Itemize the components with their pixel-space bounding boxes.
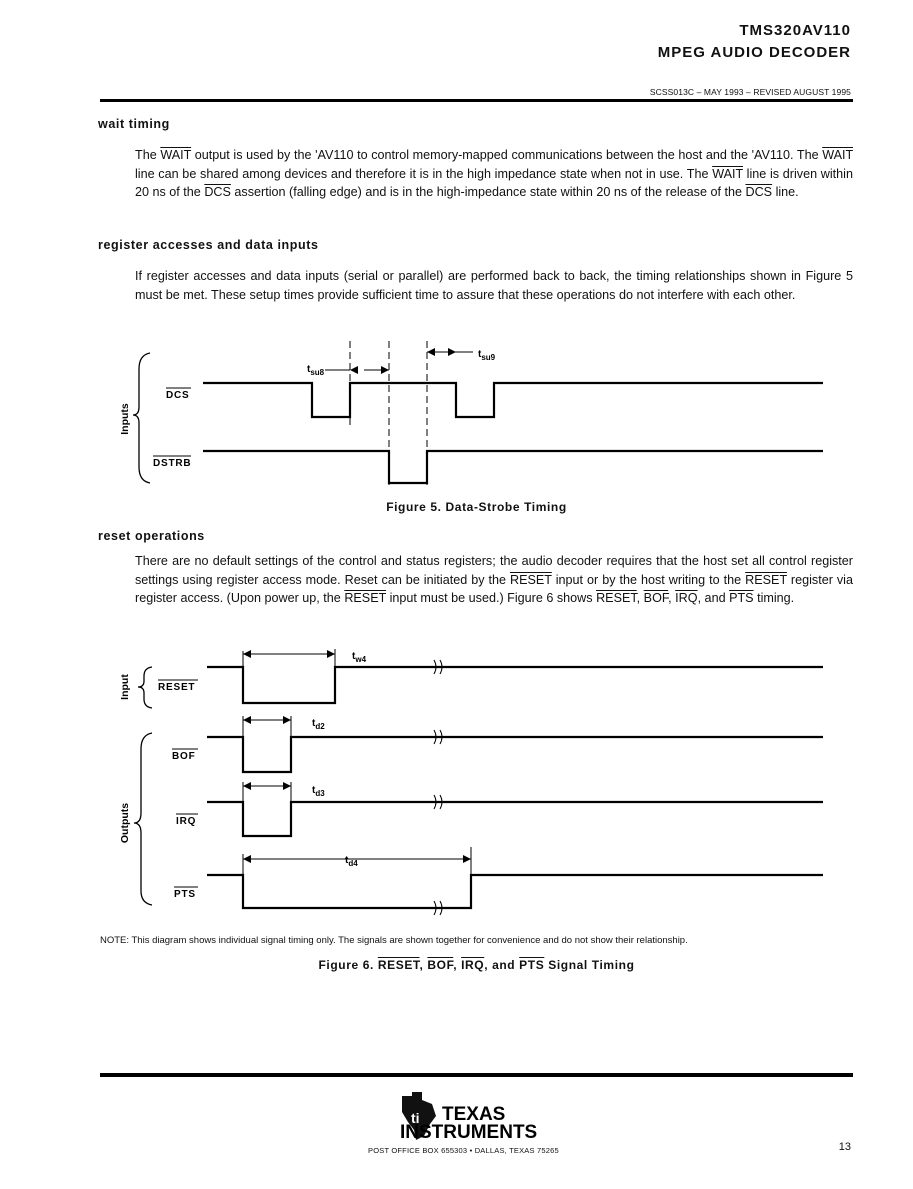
figure-5-caption: Figure 5. Data-Strobe Timing: [386, 500, 567, 514]
ti-logo: [398, 1090, 558, 1147]
doc-id: SCSS013C – MAY 1993 – REVISED AUGUST 1995: [649, 87, 851, 97]
tsu9-right-arrowhead: [448, 348, 456, 356]
part-number: TMS320AV110: [739, 22, 851, 39]
td2-label: $t_{d2}$: [312, 718, 325, 731]
td4-label: $t_{d4}$: [345, 855, 358, 868]
page-number: 13: [838, 1141, 851, 1153]
section-heading-reset-operations: reset operations: [98, 529, 205, 543]
header-rule: [100, 99, 853, 102]
paragraph-wait-timing: The WAIT output is used by the 'AV110 to control memory-mapped communications between the host and the 'AV110. The WAIT line can be shared among devices and therefore it is in the high impedance state when not in use. The WAIT line is driven within 20 ns of the $\overline{DCS}$ assertion (falling edge) and is in the high-impedance state within 20 ns of the release of the $\overline{DCS}$ line.: [135, 148, 853, 200]
tsu8-right-arrowhead: [381, 366, 389, 374]
tsu8-left-arrowhead: [350, 366, 358, 374]
inputs-brace: [133, 353, 150, 483]
reset-signal-label: RESET: [158, 682, 196, 693]
dstrb-signal-label: DSTRB: [153, 458, 192, 469]
inputs-group-label: Inputs: [119, 403, 131, 435]
pts-signal-label: PTS: [174, 889, 196, 900]
footer-address: POST OFFICE BOX 655303 • DALLAS, TEXAS 75265: [368, 1146, 559, 1155]
svg-text:TEXAS: TEXAS: [442, 1104, 506, 1125]
svg-text:ti: ti: [411, 1110, 420, 1126]
tsu9-left-arrowhead: [427, 348, 435, 356]
figure-6-note: NOTE: This diagram shows individual signal timing only. The signals are shown together for convenience and do not show their relationship.: [100, 935, 688, 946]
td2-left-arrowhead: [243, 716, 251, 724]
reset-waveform: [207, 667, 823, 703]
section-heading-register-accesses: register accesses and data inputs: [98, 238, 319, 252]
bof-waveform: [207, 737, 823, 772]
td4-left-arrowhead: [243, 855, 251, 863]
paragraph-reset-operations: There are no default settings of the control and status registers; the audio decoder requires that the host set all control register settings using register access mode. Reset can be initiated by the RESET input or by the host writing to the RESET register via register access. (Upon power up, the RESET input must be used.) Figure 6 shows RESET, $\overline{BOF}$, $\overline{IRQ}$, and $\overline{PTS}$ timing.: [135, 554, 853, 606]
figure-5-timing-diagram: [0, 335, 913, 495]
input-brace: [138, 667, 152, 708]
td3-label: $t_{d3}$: [312, 785, 325, 798]
ti-logo-mark-icon: [398, 1090, 558, 1142]
dstrb-waveform: [203, 451, 823, 483]
outputs-brace: [134, 733, 152, 905]
tw4-label: $t_{w4}$: [352, 651, 367, 664]
tsu8-label: $t_{su8}$: [307, 364, 325, 377]
footer-rule: [100, 1073, 853, 1077]
section-heading-wait-timing: wait timing: [98, 117, 170, 131]
outputs-group-label: Outputs: [119, 802, 131, 844]
bof-signal-label: BOF: [172, 751, 196, 762]
tw4-right-arrowhead: [327, 650, 335, 658]
td2-right-arrowhead: [283, 716, 291, 724]
figure-6-timing-diagram: [0, 635, 913, 920]
paragraph-register-accesses: If register accesses and data inputs (serial or parallel) are performed back to back, the timing relationships shown in Figure 5 must be met. These setup times provide sufficient time to assure that these operations do not interfere with each other.: [135, 269, 853, 302]
svg-text:INSTRUMENTS: INSTRUMENTS: [400, 1122, 538, 1142]
tw4-left-arrowhead: [243, 650, 251, 658]
dcs-waveform: [203, 383, 823, 417]
dcs-signal-label: DCS: [166, 390, 190, 401]
irq-signal-label: IRQ: [176, 816, 197, 827]
irq-waveform: [207, 802, 823, 836]
figure-6-caption: Figure 6. RESET, $\overline{BOF}$, $\overline{IRQ}$, and $\overline{PTS}$ Signal Timing: [318, 958, 635, 972]
device-name: MPEG AUDIO DECODER: [657, 44, 851, 61]
td3-right-arrowhead: [283, 782, 291, 790]
tsu9-label: $t_{su9}$: [478, 349, 496, 362]
td3-left-arrowhead: [243, 782, 251, 790]
input-group-label: Input: [119, 674, 131, 700]
td4-right-arrowhead: [463, 855, 471, 863]
pts-waveform: [207, 875, 823, 908]
